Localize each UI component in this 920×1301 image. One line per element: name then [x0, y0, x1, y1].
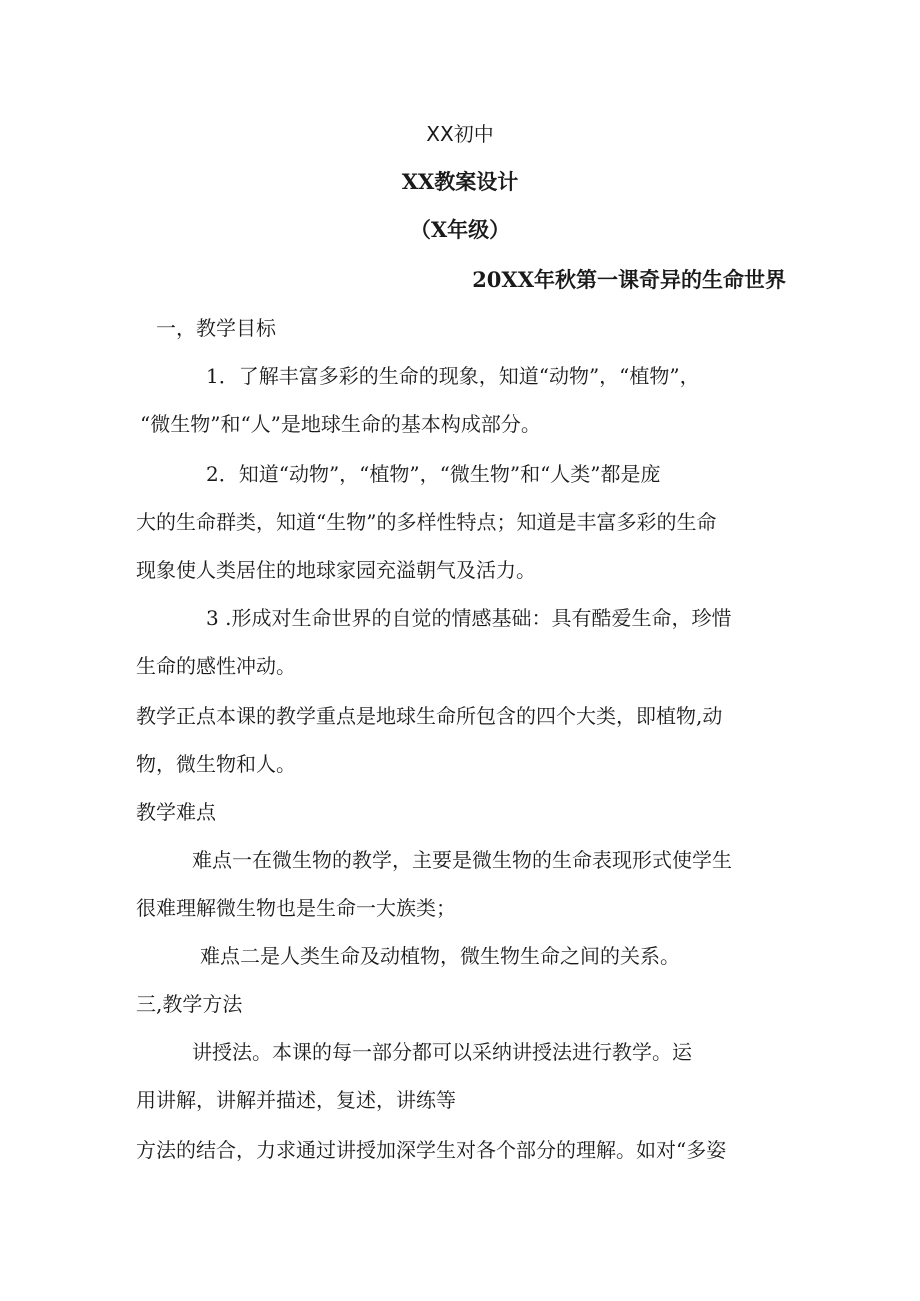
- section-heading-objectives: 一，教学目标: [156, 316, 276, 340]
- key-point-line-1: 教学正点本课的教学重点是地球生命所包含的四个大类，即植物,动: [136, 704, 723, 728]
- key-point-line-2: 物，微生物和人。: [136, 752, 296, 776]
- method-line-2: 用讲解，讲解并描述，复述，讲练等: [136, 1088, 456, 1112]
- difficulty-1-line-1: 难点一在微生物的教学，主要是微生物的生命表现形式使学生: [192, 848, 732, 872]
- objective-3-line-2: 生命的感性冲动。: [136, 654, 296, 678]
- section-heading-methods: 三,教学方法: [136, 992, 243, 1016]
- method-line-1: 讲授法。本课的每一部分都可以采纳讲授法进行教学。运: [192, 1040, 692, 1064]
- objective-3-line-1: 3 .形成对生命世界的自觉的情感基础：具有酷爱生命，珍惜: [206, 606, 732, 630]
- difficulty-2-line: 难点二是人类生命及动植物，微生物生命之间的关系。: [200, 944, 680, 968]
- objective-2-line-3: 现象使人类居住的地球家园充溢朝气及活力。: [136, 558, 536, 582]
- objective-1-line-2: “微生物”和“人”是地球生命的基本构成部分。: [140, 412, 541, 436]
- objective-2-line-2: 大的生命群类，知道“生物”的多样性特点；知道是丰富多彩的生命: [136, 510, 717, 534]
- method-line-3: 方法的结合，力求通过讲授加深学生对各个部分的理解。如对“多姿: [136, 1138, 727, 1162]
- lesson-title: 20XX年秋第一课奇异的生命世界: [472, 267, 786, 292]
- section-heading-difficulties: 教学难点: [136, 800, 216, 824]
- school-name: XX初中: [426, 122, 494, 146]
- objective-2-line-1: 2．知道“动物”，“植物”，“微生物”和“人类”都是庞: [206, 462, 661, 486]
- difficulty-1-line-2: 很难理解微生物也是生命一大族类；: [136, 896, 456, 920]
- document-title: XX教案设计: [401, 169, 519, 194]
- objective-1-line-1: 1．了解丰富多彩的生命的现象，知道“动物”，“植物”，: [206, 364, 700, 388]
- grade-label: （X年级）: [409, 217, 511, 242]
